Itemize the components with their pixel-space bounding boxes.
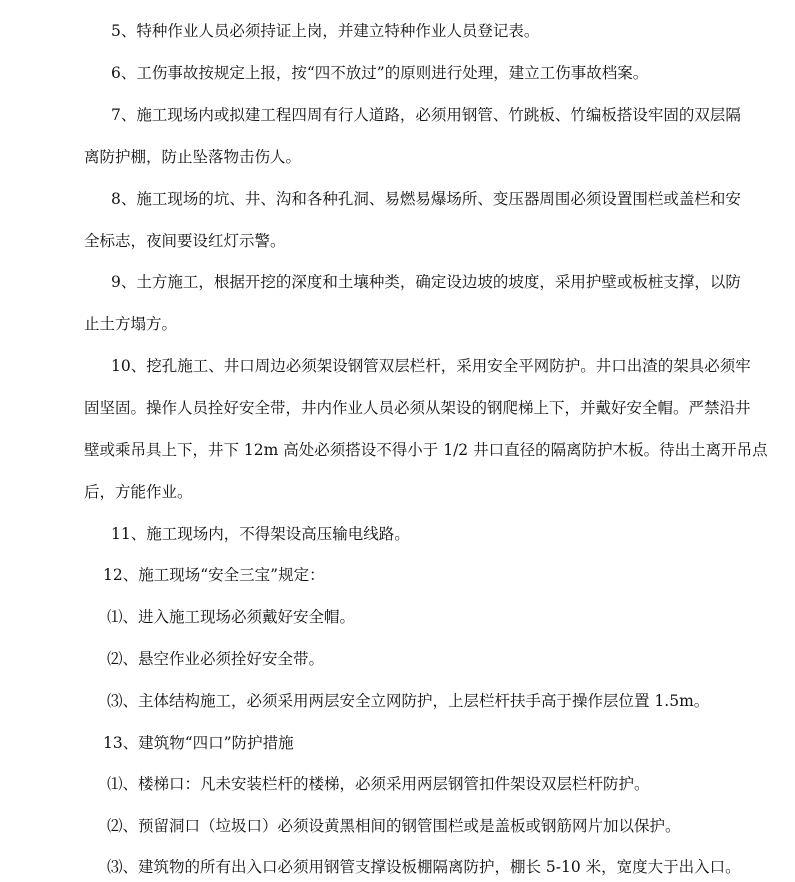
paragraph-8-line-1: 8、施工现场的坑、井、沟和各种孔洞、易燃易爆场所、变压器周围必须设置围栏或盖栏和安	[111, 190, 741, 208]
paragraph-5: 5、特种作业人员必须持证上岗，并建立特种作业人员登记表。	[111, 22, 540, 40]
paragraph-7-line-2: 离防护棚，防止坠落物击伤人。	[84, 148, 302, 166]
paragraph-9-line-2: 止土方塌方。	[84, 315, 178, 333]
paragraph-12: 12、施工现场“安全三宝”规定：	[103, 566, 325, 584]
paragraph-13-item-2: ⑵、预留洞口（垃圾口）必须设黄黑相间的钢管围栏或是盖板或钢筋网片加以保护。	[107, 817, 681, 835]
paragraph-13-item-1: ⑴、楼梯口：凡未安装栏杆的楼梯，必须采用两层钢管扣件架设双层栏杆防护。	[107, 775, 650, 793]
paragraph-11: 11、施工现场内，不得架设高压输电线路。	[111, 525, 410, 543]
paragraph-13: 13、建筑物“四口”防护措施	[103, 734, 294, 752]
paragraph-12-item-2: ⑵、悬空作业必须拴好安全带。	[107, 650, 325, 668]
paragraph-9-line-1: 9、土方施工，根据开挖的深度和土壤种类，确定设边坡的坡度，采用护壁或板桩支撑，以防	[111, 273, 741, 291]
paragraph-12-item-1: ⑴、进入施工现场必须戴好安全帽。	[107, 608, 356, 626]
paragraph-7-line-1: 7、施工现场内或拟建工程四周有行人道路，必须用钢管、竹跳板、竹编板搭设牢固的双层隔	[111, 106, 741, 124]
paragraph-6: 6、工伤事故按规定上报，按“四不放过”的原则进行处理，建立工伤事故档案。	[111, 64, 649, 82]
paragraph-10-line-4: 后，方能作业。	[84, 483, 193, 501]
paragraph-10-line-2: 固坚固。操作人员拴好安全带，井内作业人员必须从架设的钢爬梯上下，并戴好安全帽。严禁沿井	[84, 399, 751, 417]
paragraph-10-line-1: 10、挖孔施工、井口周边必须架设钢管双层栏杆，采用安全平网防护。井口出渣的架具必须牢	[111, 357, 751, 375]
paragraph-13-item-3: ⑶、建筑物的所有出入口必须用钢管支撑设板棚隔离防护，棚长 5-10 米，宽度大于出入口。	[107, 858, 741, 876]
paragraph-8-line-2: 全标志，夜间要设红灯示警。	[84, 232, 286, 250]
paragraph-12-item-3: ⑶、主体结构施工，必须采用两层安全立网防护，上层栏杆扶手高于操作层位置 1.5m。	[107, 692, 710, 710]
paragraph-10-line-3: 壁或乘吊具上下，井下 12m 高处必须搭设不得小于 1/2 井口直径的隔离防护木板。待出土离开吊点	[84, 441, 768, 459]
